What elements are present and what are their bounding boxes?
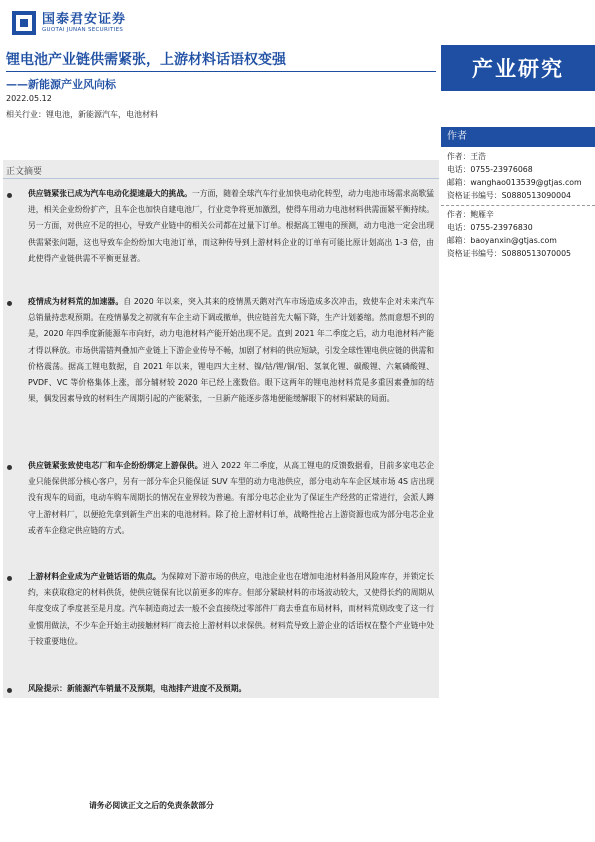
author-phone: 电话：0755-23976068 [447, 165, 533, 174]
report-subtitle: ——新能源产业风向标 [6, 78, 116, 91]
bullet-icon [7, 465, 12, 470]
bullet-icon [7, 301, 12, 306]
risk-warning: 风险提示：新能源汽车销量不及预期，电池排产进度不及预期。 [28, 684, 247, 693]
author-email[interactable]: 邮箱：wanghao013539@gtjas.com [447, 178, 582, 187]
company-name-cn: 国泰君安证券 [42, 12, 127, 27]
author-email[interactable]: 邮箱：baoyanxin@gtjas.com [447, 236, 557, 245]
abstract-title: 正文摘要 [6, 167, 43, 177]
author-name: 作者：王浩 [447, 152, 486, 161]
related-industry: 相关行业：锂电池，新能源汽车，电池材料 [6, 110, 158, 119]
category-badge: 产业研究 [441, 45, 595, 91]
report-title: 锂电池产业链供需紧张，上游材料话语权变强 [6, 52, 286, 68]
disclaimer-note: 请务必阅读正文之后的免责条款部分 [89, 801, 214, 810]
author-cert: 资格证书编号：S0880513070005 [447, 249, 572, 258]
author-cert: 资格证书编号：S0880513090004 [447, 191, 572, 200]
company-logo [12, 10, 126, 36]
abstract-paragraph: 上游材料企业成为产业链话语的焦点。为保障对下游市场的供应，电池企业也在增加电池材料备用风险库存，并锁定长约，来获取稳定的材料供货，使供应链保有比以前更多的库存。但部分紧缺材料的市场波动较大，又使得长约的周期从年度变成了季度甚至是月度。汽车制造商过去一般不会直接绕过零部件厂商去垂直布局材料，而材料荒则改变了这一行业惯用做法，不少车企开始主动接触材料厂商去抢上游材料以求保供。材料荒导致上游企业的话语权在整个产业链中处于较重要地位。 [28, 572, 434, 646]
abstract-paragraph: 疫情成为材料荒的加速器。自 2020 年以来，突入其来的疫情黑天鹅对汽车市场造成多次冲击，致使车企对未来汽车总销量持悲观预期。在疫情暴发之初就有车企主动下调或撤单，供应链首先大幅下降，生产计划萎缩。然而意想不到的是，2020 年四季度新能源车市向好，动力电池材料产能开始出现不足。直到 2021 年二季度之后，动力电池材料产能才得以释放。市场供需错判叠加产业链上下游企业传导不畅，加剧了材料的供应短缺，引发全球性锂电供应链的供需和价格震荡。据高工锂电数据，自 2021 年以来，锂电四大主材、镍/钴/锂/铜/铝、氢氧化锂、碳酸锂、六氟磷酸锂、PVDF、VC 等价格集体上涨，部分辅材较 2020 年已经上涨数倍。眼下这两年的锂电池材料荒是多重因素叠加的结果，偶发因素导致的材料生产周期引起的产能紧张，一旦新产能逐步落地便能缓解眼下的材料紧缺的局面。 [28, 297, 434, 404]
abstract-paragraph: 供应链紧张致使电芯厂和车企纷纷绑定上游保供。进入 2022 年二季度，从高工锂电的反馈数据看，目前多家电芯企业只能保供部分核心客户，另有一部分车企只能保证 SUV 车型的动力电池供应，部分电动车车企区域市场 4S 店出现没有现车的局面，电动车购车周期长的情况在业界较为普遍。有部分电芯企业为了保证生产经营的正常进行，会派人蹲守上游材料厂，以便抢先拿到新生产出来的电池材料。除了抢上游材料订单，战略性抢占上游资源也成为部分电芯企业或者车企稳定供应链的方式。 [28, 461, 435, 535]
author-phone: 电话：0755-23976830 [447, 223, 533, 232]
abstract-divider [3, 178, 439, 179]
bullet-icon [7, 193, 12, 198]
abstract-paragraph: 供应链紧张已成为汽车电动化提速最大的挑战。一方面，随着全球汽车行业加快电动化转型，动力电池市场需求高歌猛进，相关企业纷纷扩产，且车企也加快自建电池厂，行业竞争将更加激烈，使得车用动力电池材料供需面紧平衡持续。另一方面，对供应不足的担心，导致产业链中的相关公司都在过量下订单。根据高工锂电的预测，动力电池一定会出现供需紧张问题，这也导致车企纷纷加大电池订单，而这种传导到上游材料企业的订单有可能比原计划高出 1-3 倍，由此使得产业链供需不平衡更显著。 [28, 189, 434, 263]
report-date: 2022.05.12 [6, 94, 52, 103]
title-divider [6, 71, 436, 72]
logo-mark-icon [12, 11, 36, 35]
company-name-en: GUOTAI JUNAN SECURITIES [42, 27, 124, 33]
bullet-icon [7, 576, 12, 581]
bullet-icon [7, 688, 12, 693]
author-heading: 作者 [441, 127, 595, 147]
author-divider [441, 205, 595, 207]
author-name: 作者：鲍雁辛 [447, 210, 494, 219]
